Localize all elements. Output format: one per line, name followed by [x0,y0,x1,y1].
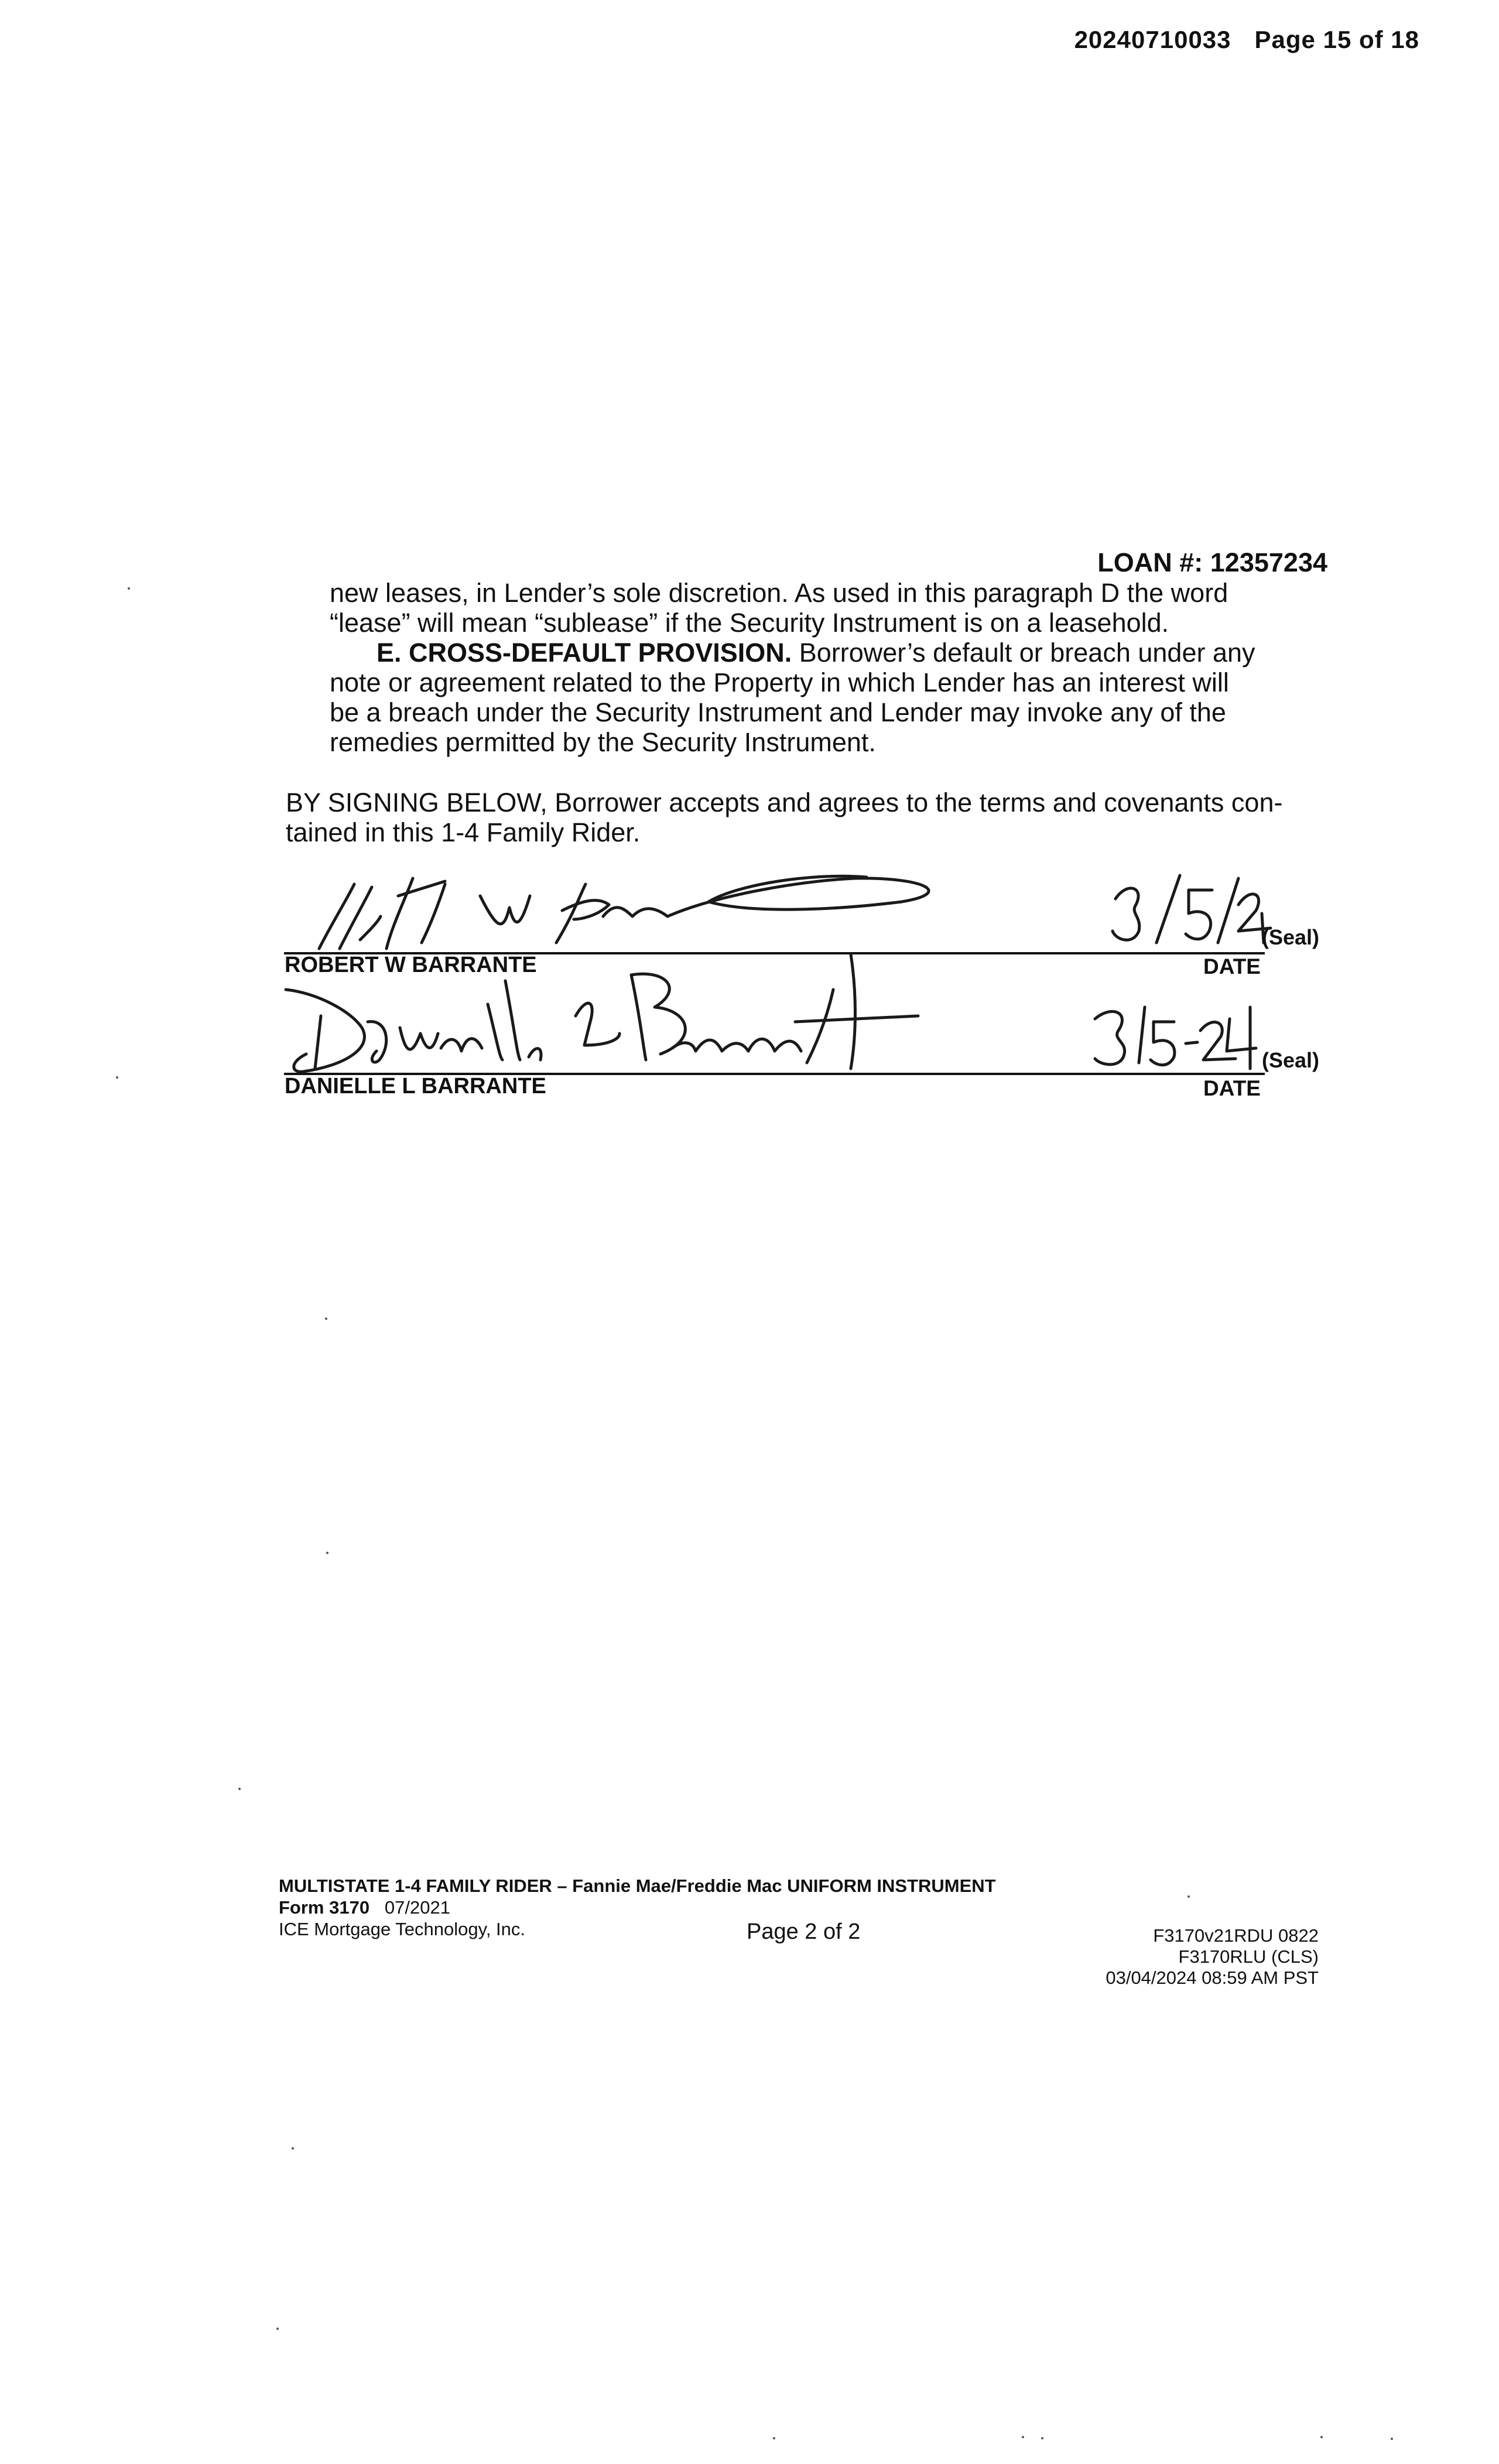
footer-company: ICE Mortgage Technology, Inc. [279,1919,526,1939]
footer-code-1: F3170v21RDU 0822 [1153,1925,1319,1946]
scan-speck [326,1552,328,1554]
borrower-1-date-handwritten [1101,867,1276,952]
paragraph-e-heading: E. CROSS-DEFAULT PROVISION. [377,638,792,668]
borrower-1-name: ROBERT W BARRANTE [285,953,537,977]
form-label: Form 3170 [279,1897,370,1918]
footer-form-number [279,1897,450,1918]
text-line: new leases, in Lender’s sole discretion. As used in this paragraph D the word [330,578,1228,608]
footer-code-2: F3170RLU (CLS) [1178,1946,1319,1967]
scan-speck [116,1076,118,1079]
scan-speck [1022,2436,1024,2438]
loan-number: LOAN #: 12357234 [1097,547,1327,577]
scan-speck [238,1788,241,1790]
scan-speck [276,2328,279,2330]
page-label: Page 15 of 18 [1254,26,1419,53]
text-line: remedies permitted by the Security Instrument. [330,727,876,757]
footer-page-number: Page 2 of 2 [747,1919,861,1944]
scan-speck [292,2147,294,2150]
text-line: “lease” will mean “sublease” if the Security Instrument is on a leasehold. [330,608,1169,638]
borrower-2-signature [280,946,936,1080]
footer-form-title: MULTISTATE 1-4 FAMILY RIDER – Fannie Mae/Freddie Mac UNIFORM INSTRUMENT [279,1876,996,1896]
recording-number: 20240710033 [1074,26,1231,53]
borrower-2-name: DANIELLE L BARRANTE [285,1074,546,1098]
seal-label: (Seal) [1262,925,1320,949]
paragraph-e-first-line [330,638,1290,668]
by-signing-statement [286,788,1328,847]
date-label: DATE [1203,954,1261,978]
form-date: 07/2021 [384,1897,450,1918]
recording-header [1074,26,1419,54]
scan-speck [325,1317,327,1320]
scan-speck [1187,1895,1190,1898]
text-line: note or agreement related to the Property in which Lender has an interest will [330,668,1229,697]
paragraph-e [330,638,1290,757]
text-line: be a breach under the Security Instrument and Lender may invoke any of the [330,697,1226,727]
seal-label: (Seal) [1262,1048,1320,1072]
date-label: DATE [1203,1076,1261,1100]
text-line: tained in this 1-4 Family Rider. [286,817,641,847]
text-line: BY SIGNING BELOW, Borrower accepts and agrees to the terms and covenants con- [286,788,1283,817]
footer-code-3: 03/04/2024 08:59 AM PST [1106,1967,1319,1988]
text-line: Borrower’s default or breach under any [792,638,1255,668]
scan-speck [128,587,130,590]
scan-speck [1041,2437,1043,2439]
scan-speck [1320,2436,1323,2438]
scan-speck [773,2437,775,2439]
paragraph-d-tail [330,578,1290,638]
borrower-2-date-handwritten [1080,995,1268,1074]
scan-speck [1391,2438,1393,2440]
